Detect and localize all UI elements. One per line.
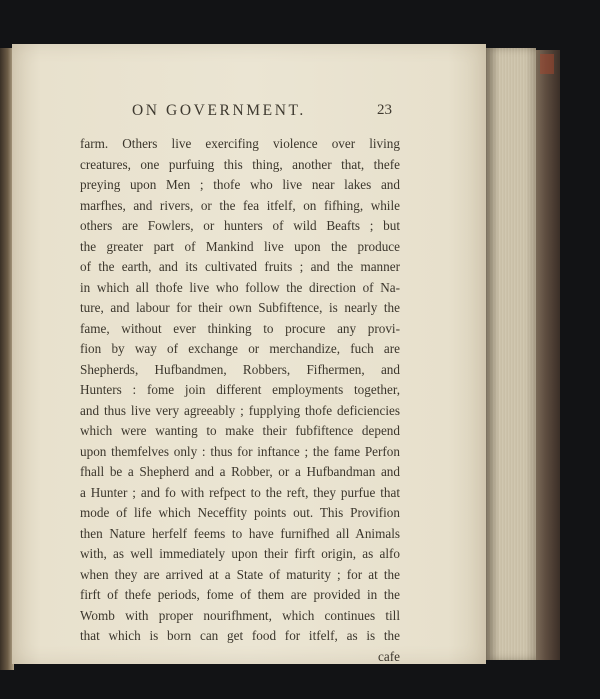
text-line: marfhes, and rivers, or the fea itfelf, on fifhing, while (80, 197, 400, 213)
text-line: mode of life which Neceffity points out. This Provifion (80, 505, 400, 520)
text-line: farm. Others live exercifing violence over living (80, 136, 400, 151)
running-head-title: ON GOVERNMENT. (132, 102, 306, 119)
text-line: a Hunter ; and fo with refpect to the reft, they purfue that (80, 484, 400, 500)
text-line: in which all thofe live who follow the direction of Na- (80, 279, 400, 295)
text-line: others are Fowlers, or hunters of wild Beafts ; but (80, 218, 400, 233)
running-head (80, 98, 400, 124)
text-line: then Nature herfelf feems to have furnifhed all Animals (80, 525, 400, 541)
text-line: Shepherds, Hufbandmen, Robbers, Fifhermen, and (80, 361, 400, 377)
text-line: creatures, one purfuing this thing, another that, thefe (80, 156, 400, 172)
text-line: firft of thefe periods, fome of them are provided in the (80, 587, 400, 602)
catchword: cafe (378, 648, 400, 664)
text-line: with, as well immediately upon their firft origin, as alfo (80, 546, 400, 561)
text-line: and thus live very agreeably ; fupplying thofe deficiencies (80, 402, 400, 418)
text-line: fion by way of exchange or merchandize, fuch are (80, 341, 400, 356)
fore-edge-shadow (484, 48, 536, 660)
text-line: that which is born can get food for itfelf, as is the (80, 628, 400, 643)
text-line: preying upon Men ; thofe who live near lakes and (80, 177, 400, 192)
text-line: ture, and labour for their own Subfiftence, is nearly the (80, 300, 400, 315)
text-line: Hunters : fome join different employments together, (80, 382, 400, 397)
page-text-block (80, 98, 400, 667)
text-line: fame, without ever thinking to procure any provi- (80, 320, 400, 336)
book-cover-edge (536, 50, 560, 660)
text-line: Womb with proper nourifhment, which continues till (80, 607, 400, 623)
page-number: 23 (377, 102, 392, 118)
text-line: which were wanting to make their fubfiftence depend (80, 423, 400, 438)
cover-leather-detail (540, 54, 554, 74)
body-text (80, 134, 400, 667)
text-line: upon themfelves only : thus for inftance ; the fame Perfon (80, 443, 400, 459)
text-line: fhall be a Shepherd and a Robber, or a Hufbandman and (80, 464, 400, 479)
text-line: of the earth, and its cultivated fruits ; and the manner (80, 259, 400, 274)
text-line: the greater part of Mankind live upon the produce (80, 238, 400, 254)
book-page (12, 44, 486, 664)
text-line: when they are arrived at a State of maturity ; for at the (80, 566, 400, 582)
